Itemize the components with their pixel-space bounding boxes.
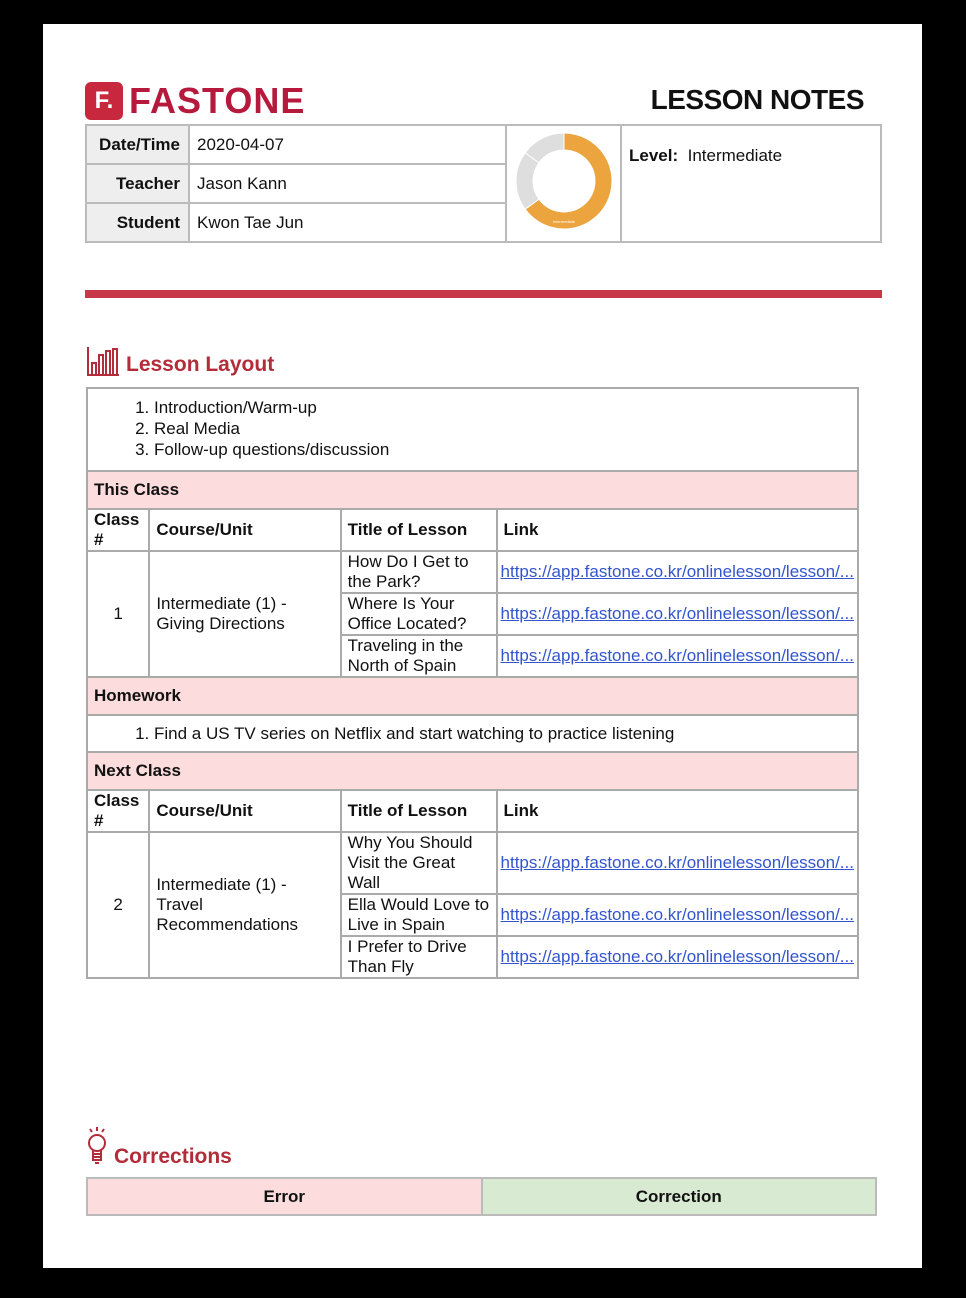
col-title: Title of Lesson xyxy=(341,509,497,551)
level-cell xyxy=(621,125,881,242)
lesson-link[interactable]: https://app.fastone.co.kr/onlinelesson/lesson/... xyxy=(497,936,858,978)
next-class-heading: Next Class xyxy=(87,752,858,790)
lesson-link[interactable]: https://app.fastone.co.kr/onlinelesson/lesson/... xyxy=(497,894,858,936)
lesson-link[interactable]: https://app.fastone.co.kr/onlinelesson/lesson/... xyxy=(497,551,858,593)
donut-label: Intermediate xyxy=(552,219,575,224)
logo-text: FASTONE xyxy=(129,80,306,121)
level-label: Level: xyxy=(629,146,679,165)
bar-chart-icon xyxy=(86,345,120,377)
lesson-link[interactable]: https://app.fastone.co.kr/onlinelesson/lesson/... xyxy=(497,593,858,635)
lesson-title: I Prefer to Drive Than Fly xyxy=(341,936,497,978)
student-label: Student xyxy=(86,203,189,242)
homework-heading: Homework xyxy=(87,677,858,715)
col-title: Title of Lesson xyxy=(341,790,497,832)
col-link: Link xyxy=(497,509,858,551)
this-class-heading: This Class xyxy=(87,471,858,509)
logo-mark: F. xyxy=(85,82,123,120)
class-number: 1 xyxy=(87,551,149,677)
homework-cell xyxy=(87,715,858,752)
teacher-value: Jason Kann xyxy=(189,164,506,203)
info-table xyxy=(85,124,882,243)
lesson-title: Ella Would Love to Live in Spain xyxy=(341,894,497,936)
section-title: Corrections xyxy=(114,1145,232,1168)
lesson-title: Traveling in the North of Spain xyxy=(341,635,497,677)
layout-item: 1. Introduction/Warm-up xyxy=(154,397,851,418)
lesson-layout-heading xyxy=(86,345,274,377)
correction-header: Correction xyxy=(482,1178,877,1215)
homework-item: 1. Find a US TV series on Netflix and start watching to practice listening xyxy=(154,723,851,744)
layout-list-cell xyxy=(87,388,858,471)
col-class-no: Class # xyxy=(87,509,149,551)
col-class-no: Class # xyxy=(87,790,149,832)
lesson-link[interactable]: https://app.fastone.co.kr/onlinelesson/lesson/... xyxy=(497,832,858,894)
col-course: Course/Unit xyxy=(149,509,340,551)
lesson-title: Why You Should Visit the Great Wall xyxy=(341,832,497,894)
lesson-link[interactable]: https://app.fastone.co.kr/onlinelesson/lesson/... xyxy=(497,635,858,677)
layout-item: 2. Real Media xyxy=(154,418,851,439)
page-title: LESSON NOTES xyxy=(650,84,864,115)
col-link: Link xyxy=(497,790,858,832)
brand-logo xyxy=(85,80,305,122)
col-course: Course/Unit xyxy=(149,790,340,832)
divider xyxy=(85,290,882,298)
teacher-label: Teacher xyxy=(86,164,189,203)
level-value: Intermediate xyxy=(687,146,783,165)
donut-chart xyxy=(514,131,614,231)
lesson-layout-table xyxy=(86,387,859,979)
class-number: 2 xyxy=(87,832,149,978)
corrections-heading xyxy=(86,1127,232,1169)
date-value: 2020-04-07 xyxy=(189,125,506,164)
course-unit: Intermediate (1) - Travel Recommendations xyxy=(149,832,340,978)
layout-item: 3. Follow-up questions/discussion xyxy=(154,439,851,460)
student-value: Kwon Tae Jun xyxy=(189,203,506,242)
donut-slice xyxy=(516,153,539,209)
error-header: Error xyxy=(87,1178,482,1215)
level-chart xyxy=(506,125,621,242)
date-label: Date/Time xyxy=(86,125,189,164)
lightbulb-icon xyxy=(86,1127,108,1169)
course-unit: Intermediate (1) - Giving Directions xyxy=(149,551,340,677)
section-title: Lesson Layout xyxy=(126,353,275,376)
lesson-title: How Do I Get to the Park? xyxy=(341,551,497,593)
corrections-table xyxy=(86,1177,877,1216)
lesson-title: Where Is Your Office Located? xyxy=(341,593,497,635)
